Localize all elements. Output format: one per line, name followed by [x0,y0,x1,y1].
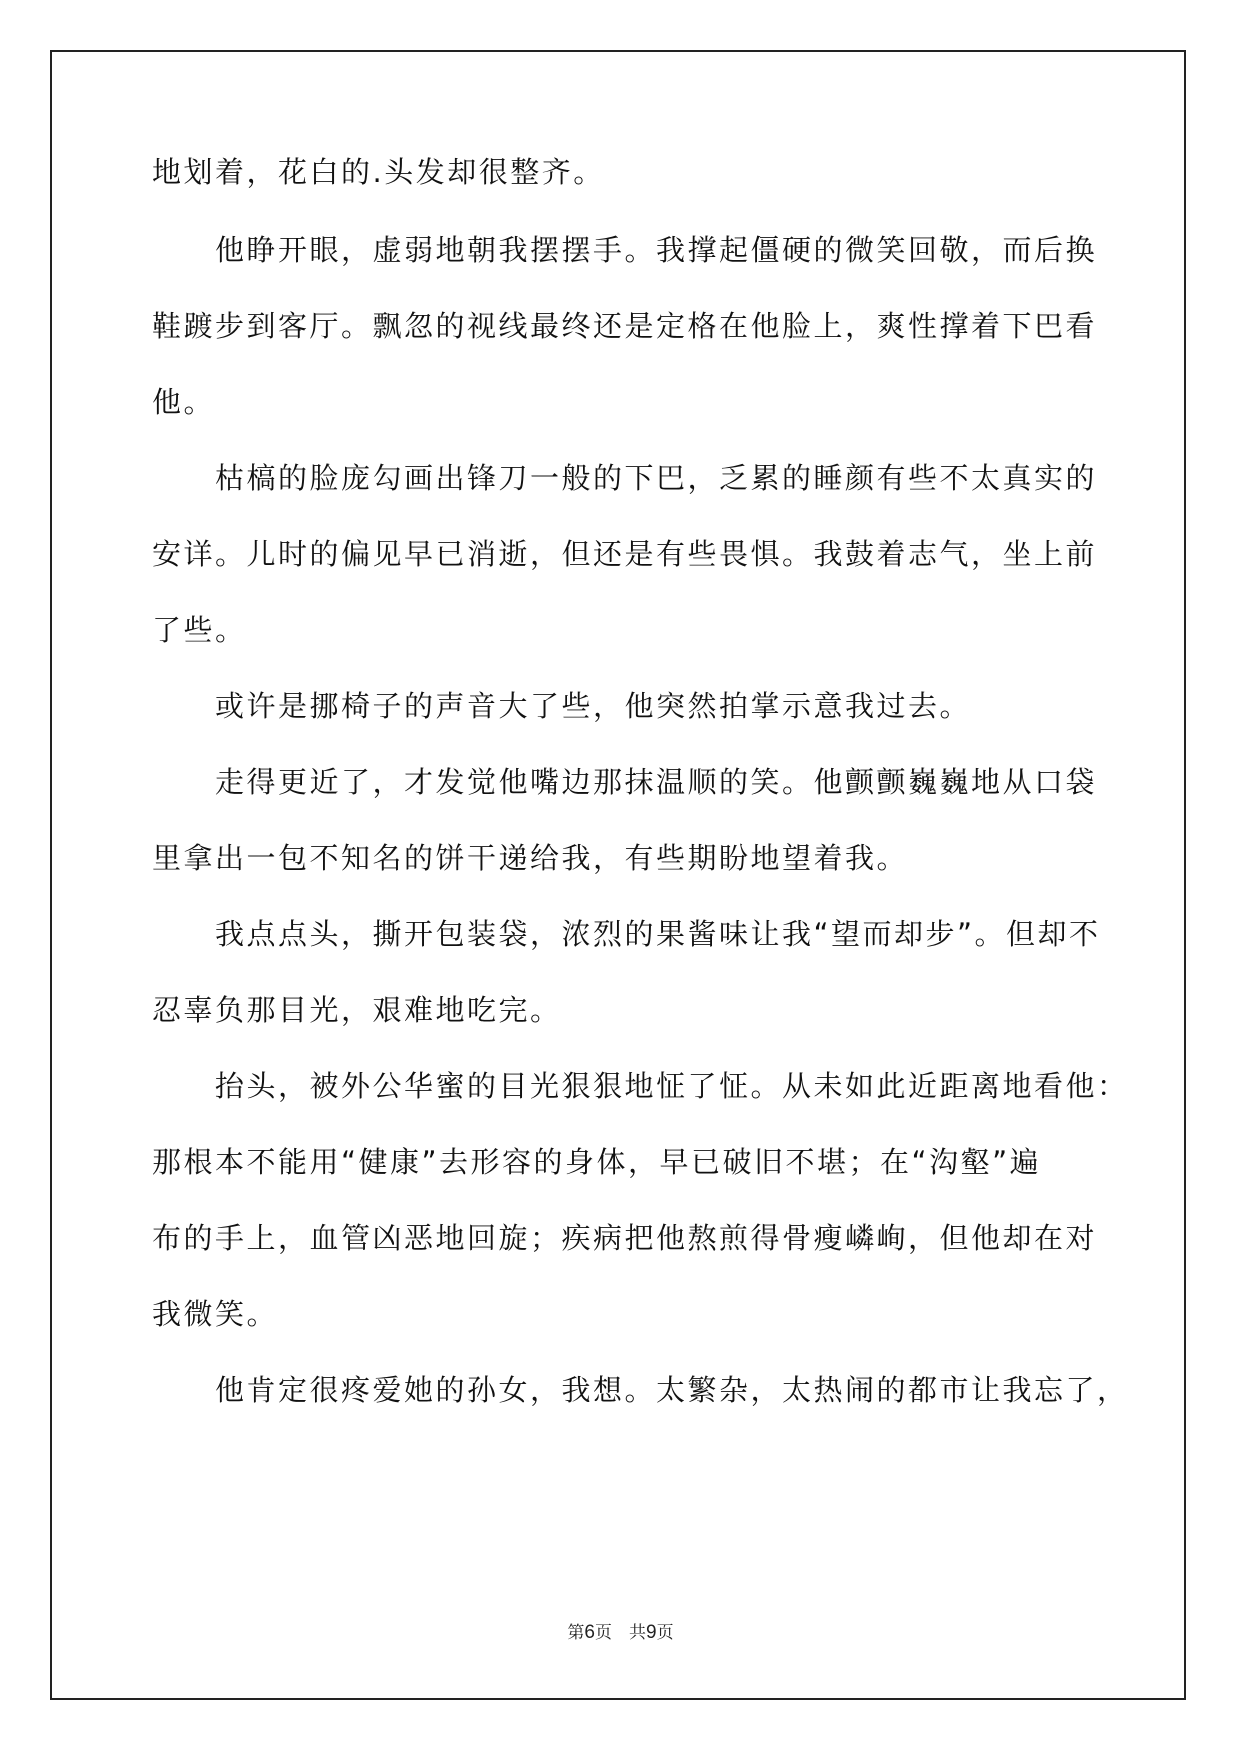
text-line: 他肯定很疼爱她的孙女，我想。太繁杂，太热闹的都市让我忘了， [152,1373,1129,1407]
text-line: 我点点头，撕开包装袋，浓烈的果酱味让我“望而却步”。但却不 [152,917,1101,951]
page-footer [0,1618,1241,1644]
text-line: 枯槁的脸庞勾画出锋刀一般的下巴，乏累的睡颜有些不太真实的 [152,461,1098,495]
text-line: 他。 [152,385,216,419]
text-line: 安详。儿时的偏见早已消逝，但还是有些畏惧。我鼓着志气，坐上前 [152,537,1098,571]
text-line: 那根本不能用“健康”去形容的身体，早已破旧不堪；在“沟壑”遍 [152,1145,1042,1179]
text-line: 他睁开眼，虚弱地朝我摆摆手。我撑起僵硬的微笑回敬，而后换 [152,233,1098,267]
total-pages-number: 9 [646,1622,657,1643]
text-line: 里拿出一包不知名的饼干递给我，有些期盼地望着我。 [152,841,909,875]
text-line: 地划着，花白的.头发却很整齐。 [152,155,605,189]
footer-suffix: 页 [656,1623,674,1643]
text-line: 走得更近了，才发觉他嘴边那抹温顺的笑。他颤颤巍巍地从口袋 [152,765,1098,799]
text-line: 我微笑。 [152,1297,279,1331]
text-line: 布的手上，血管凶恶地回旋；疾病把他熬煎得骨瘦嶙峋，但他却在对 [152,1221,1098,1255]
text-line: 抬头，被外公华蜜的目光狠狠地怔了怔。从未如此近距离地看他： [152,1069,1129,1103]
current-page-number: 6 [584,1622,595,1643]
text-line: 或许是挪椅子的声音大了些，他突然拍掌示意我过去。 [152,689,972,723]
text-line: 鞋踱步到客厅。飘忽的视线最终还是定格在他脸上，爽性撑着下巴看 [152,309,1098,343]
footer-middle: 页 共 [595,1623,646,1643]
footer-prefix: 第 [567,1623,585,1643]
text-line: 忍辜负那目光，艰难地吃完。 [152,993,562,1027]
text-line: 了些。 [152,613,247,647]
